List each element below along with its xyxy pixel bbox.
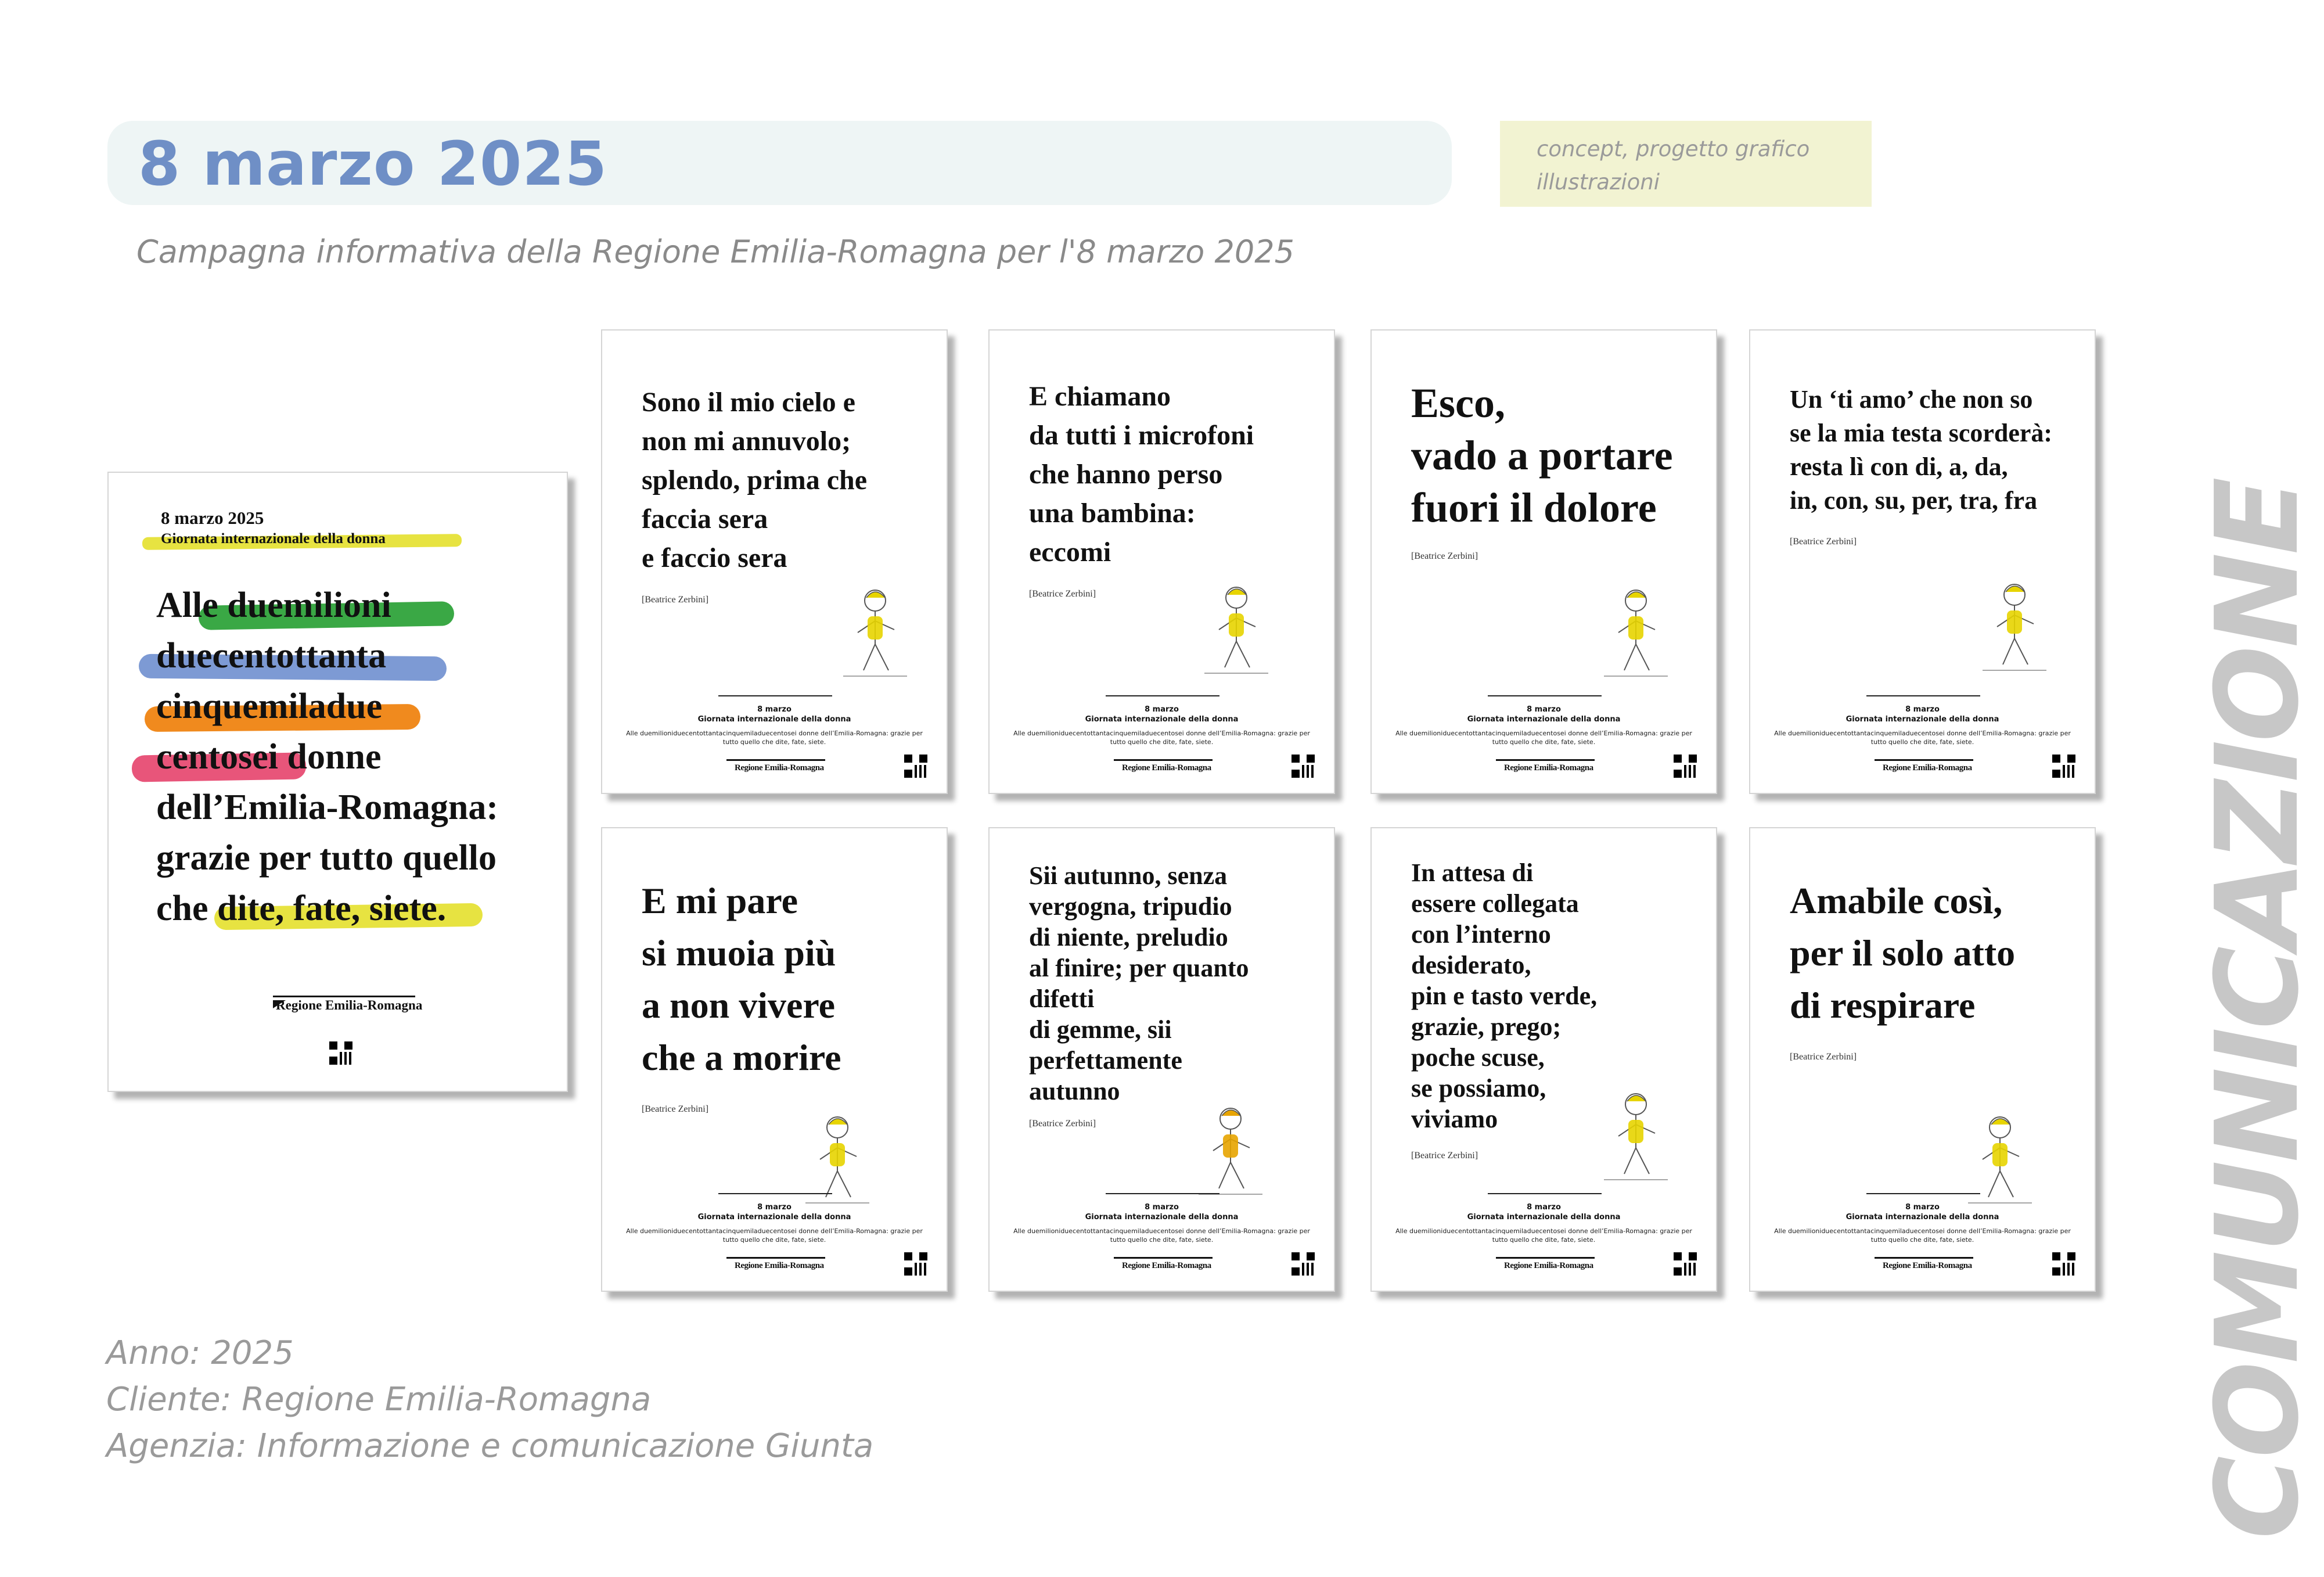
poster-giornata: Giornata internazionale della donna — [1085, 1213, 1239, 1222]
poster-quote: In attesa di essere collegata con l’interno desiderato, pin e tasto verde, grazie, prego; poche scuse, se possiamo, viviamo — [1411, 858, 1598, 1133]
poster-logo: Regione Emilia-Romagna — [735, 763, 824, 773]
poster-body: Alle duemilioniduecentottantacinquemiladuecentosei donne dell’Emilia-Romagna: grazie per tutto quello che dite, fate, siete. — [626, 1227, 923, 1244]
poster-logo-bar — [726, 759, 825, 761]
meta-agenzia: Agenzia: Informazione e comunicazione Giunta — [106, 1427, 874, 1465]
poster-date: 8 marzo — [1905, 1203, 1940, 1212]
poster-date: 8 marzo — [1527, 705, 1561, 714]
poster-logo-bar — [1875, 1257, 1973, 1259]
poster-author: [Beatrice Zerbini] — [1029, 589, 1096, 599]
poster-7 — [1370, 827, 1717, 1292]
seated-woman-illustration — [1956, 1101, 2044, 1212]
poster-4 — [1749, 329, 2096, 794]
main-line-4: centosei donne — [156, 737, 382, 777]
main-poster-giornata: Giornata internazionale della donna — [161, 531, 386, 547]
poster-logo: Regione Emilia-Romagna — [1122, 1261, 1211, 1270]
credits-box — [1500, 121, 1872, 207]
poster-logo-bar — [726, 1257, 825, 1259]
poster-body: Alle duemilioniduecentottantacinquemiladuecentosei donne dell’Emilia-Romagna: grazie per tutto quello che dite, fate, siete. — [1395, 730, 1692, 746]
main-line-3: cinquemiladue — [156, 687, 383, 726]
poster-2 — [988, 329, 1335, 794]
poster-author: [Beatrice Zerbini] — [1790, 537, 1857, 547]
qr-code-icon — [1290, 1251, 1316, 1277]
main-poster — [107, 472, 568, 1092]
poster-quote: E chiamano da tutti i microfoni che hanno perso una bambina: eccomi — [1029, 381, 1254, 567]
main-line-5: dell’Emilia-Romagna: — [156, 788, 498, 827]
poster-logo-bar — [1496, 759, 1595, 761]
dancing-woman-illustration — [1592, 1078, 1679, 1188]
poster-1 — [601, 329, 948, 794]
meta-anno: Anno: 2025 — [106, 1334, 294, 1372]
poster-giornata: Giornata internazionale della donna — [1845, 715, 1999, 724]
poster-logo: Regione Emilia-Romagna — [1883, 763, 1972, 773]
poster-divider — [718, 695, 832, 696]
poster-logo: Regione Emilia-Romagna — [1883, 1261, 1972, 1270]
poster-giornata: Giornata internazionale della donna — [1467, 715, 1621, 724]
poster-logo: Regione Emilia-Romagna — [735, 1261, 824, 1270]
poster-6 — [988, 827, 1335, 1292]
qr-code-icon — [903, 1251, 929, 1277]
qr-code-icon — [2051, 1251, 2077, 1277]
poster-author: [Beatrice Zerbini] — [642, 595, 709, 605]
qr-code-icon — [1290, 753, 1316, 779]
poster-body: Alle duemilioniduecentottantacinquemiladuecentosei donne dell’Emilia-Romagna: grazie per tutto quello che dite, fate, siete. — [1395, 1227, 1692, 1244]
poster-body: Alle duemilioniduecentottantacinquemiladuecentosei donne dell’Emilia-Romagna: grazie per tutto quello che dite, fate, siete. — [1774, 1227, 2071, 1244]
poster-logo: Regione Emilia-Romagna — [1504, 763, 1593, 773]
side-label: COMUNICAZIONE — [2192, 479, 2324, 1539]
window-flowers-illustration — [832, 574, 919, 685]
poster-date: 8 marzo — [757, 1203, 792, 1212]
cellist-illustration — [1971, 569, 2058, 679]
poster-body: Alle duemilioniduecentottantacinquemiladuecentosei donne dell’Emilia-Romagna: grazie per tutto quello che dite, fate, siete. — [1013, 1227, 1310, 1244]
poster-date: 8 marzo — [1145, 1203, 1179, 1212]
qr-code-icon — [1672, 1251, 1698, 1277]
main-line-2: duecentottanta — [156, 636, 387, 676]
dog-walker-illustration — [1187, 1093, 1274, 1203]
poster-divider — [718, 1193, 832, 1194]
poster-author: [Beatrice Zerbini] — [1411, 1151, 1478, 1161]
main-line-7: che dite, fate, siete. — [156, 889, 447, 928]
poster-giornata: Giornata internazionale della donna — [1845, 1213, 1999, 1222]
poster-quote: Esco, vado a portare fuori il dolore — [1411, 380, 1673, 531]
poster-divider — [1488, 1193, 1602, 1194]
qr-code-icon — [328, 1040, 361, 1073]
poster-body: Alle duemilioniduecentottantacinquemiladuecentosei donne dell’Emilia-Romagna: grazie per tutto quello che dite, fate, siete. — [626, 730, 923, 746]
poster-logo: Regione Emilia-Romagna — [1504, 1261, 1593, 1270]
poster-divider — [1488, 695, 1602, 696]
poster-divider — [1866, 695, 1980, 696]
page-title: 8 marzo 2025 — [138, 128, 608, 199]
poster-date: 8 marzo — [757, 705, 792, 714]
poster-author: [Beatrice Zerbini] — [1411, 551, 1478, 561]
poster-logo-bar — [1114, 759, 1213, 761]
poster-logo-bar — [1875, 759, 1973, 761]
poster-quote: Un ‘ti amo’ che non so se la mia testa scorderà: resta lì con di, a, da, in, con, su, per, tra, fra — [1790, 385, 2053, 515]
poster-divider — [1106, 695, 1219, 696]
poster-quote: Sono il mio cielo e non mi annuvolo; splendo, prima che faccia sera e faccio sera — [642, 387, 868, 573]
main-line-1: Alle duemilioni — [156, 585, 391, 625]
poster-author: [Beatrice Zerbini] — [642, 1104, 709, 1114]
cartwheel-girl-illustration — [1193, 572, 1280, 682]
main-poster-text — [156, 580, 498, 934]
poster-logo-bar — [1114, 1257, 1213, 1259]
poster-giornata: Giornata internazionale della donna — [697, 1213, 851, 1222]
poster-author: [Beatrice Zerbini] — [1790, 1052, 1857, 1062]
poster-giornata: Giornata internazionale della donna — [697, 715, 851, 724]
poster-quote: Sii autunno, senza vergogna, tripudio di niente, preludio al finire; per quanto difetti di gemme, sii perfettamente autunno — [1029, 861, 1249, 1105]
qr-code-icon — [903, 753, 929, 779]
main-poster-logo: Regione Emilia-Romagna — [276, 998, 423, 1012]
main-line-6: grazie per tutto quello — [156, 838, 497, 878]
page-subtitle: Campagna informativa della Regione Emilia-Romagna per l'8 marzo 2025 — [136, 234, 1294, 270]
poster-author: [Beatrice Zerbini] — [1029, 1119, 1096, 1129]
bicycle-rider-illustration — [1592, 574, 1679, 685]
poster-logo-bar — [1496, 1257, 1595, 1259]
qr-code-icon — [2051, 753, 2077, 779]
poster-body: Alle duemilioniduecentottantacinquemiladuecentosei donne dell’Emilia-Romagna: grazie per tutto quello che dite, fate, siete. — [1774, 730, 2071, 746]
poster-date: 8 marzo — [1905, 705, 1940, 714]
lying-woman-illustration — [794, 1101, 881, 1212]
qr-code-icon — [1672, 753, 1698, 779]
project-meta — [106, 1330, 873, 1470]
poster-3 — [1370, 329, 1717, 794]
poster-5 — [601, 827, 948, 1292]
poster-giornata: Giornata internazionale della donna — [1085, 715, 1239, 724]
poster-quote: Amabile così, per il solo atto di respirare — [1790, 880, 2016, 1026]
credit-illustrations: illustrazioni — [1537, 170, 1660, 195]
poster-divider — [1106, 1193, 1219, 1194]
poster-body: Alle duemilioniduecentottantacinquemiladuecentosei donne dell’Emilia-Romagna: grazie per tutto quello che dite, fate, siete. — [1013, 730, 1310, 746]
poster-quote: E mi pare si muoia più a non vivere che a morire — [642, 880, 841, 1078]
poster-giornata: Giornata internazionale della donna — [1467, 1213, 1621, 1222]
poster-date: 8 marzo — [1527, 1203, 1561, 1212]
main-poster-date: 8 marzo 2025 — [161, 508, 264, 528]
poster-date: 8 marzo — [1145, 705, 1179, 714]
main-logo-bar — [273, 996, 415, 997]
credit-concept: concept, progetto grafico — [1537, 136, 1810, 161]
poster-8 — [1749, 827, 2096, 1292]
meta-cliente: Cliente: Regione Emilia-Romagna — [106, 1381, 652, 1418]
poster-logo: Regione Emilia-Romagna — [1122, 763, 1211, 773]
poster-divider — [1866, 1193, 1980, 1194]
